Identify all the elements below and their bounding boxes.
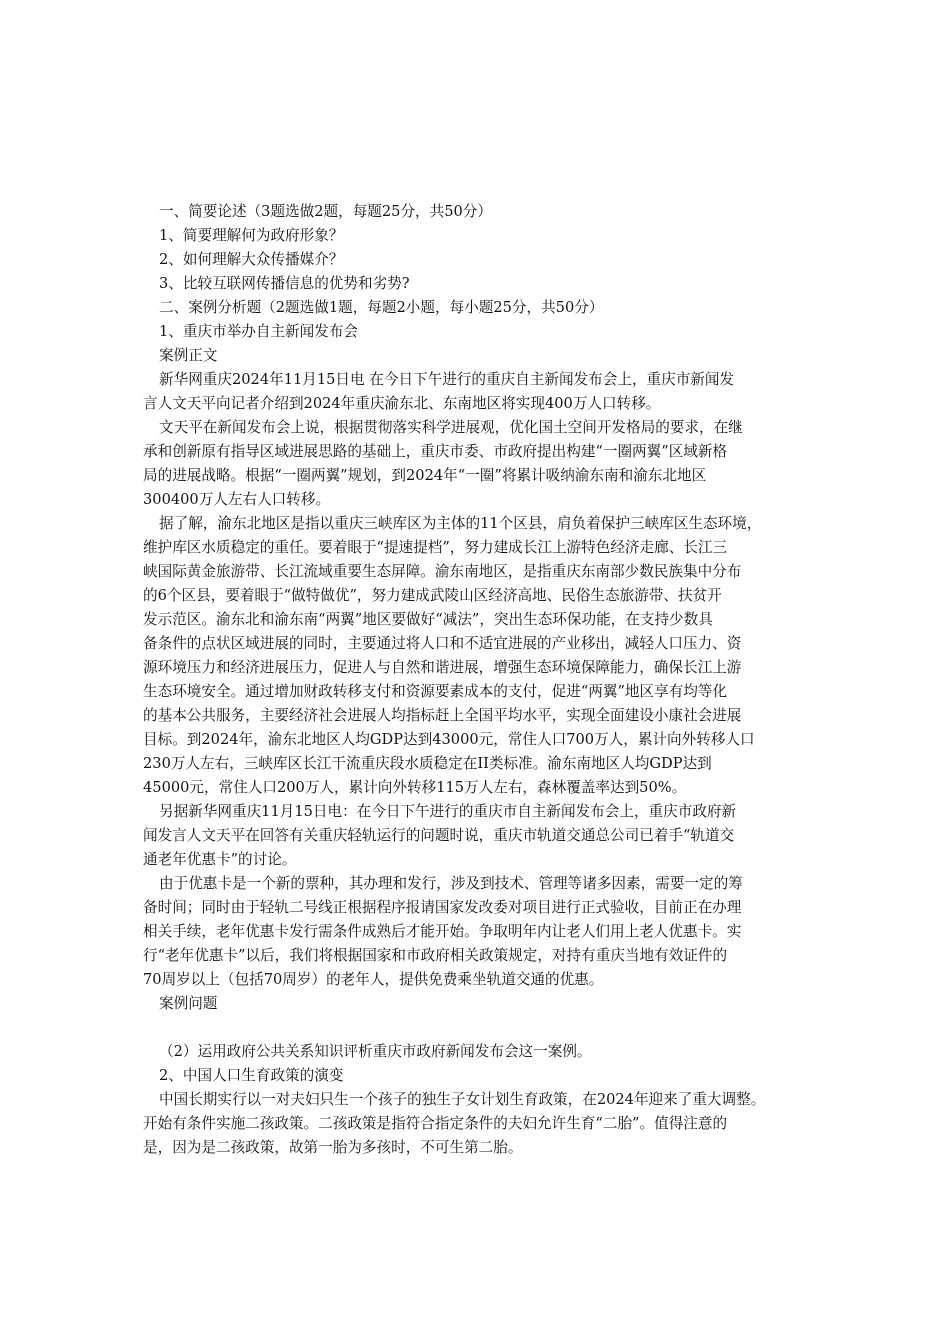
question-3: 3、比较互联网传播信息的优势和劣势? xyxy=(159,275,410,292)
document-page xyxy=(143,200,825,1160)
paragraph-1 xyxy=(143,368,825,416)
text-line: 中国长期实行以一对夫妇只生一个孩子的独生子女计划生育政策，在2024年迎来了重大调整。 xyxy=(159,1091,766,1108)
text-line: 300400万人左右人口转移。 xyxy=(143,491,331,508)
text-line: 局的进展战略。根据“一圈两翼”规划，到2024年“一圈”将累计吸纳渝东南和渝东北地区 xyxy=(143,467,707,484)
text-line: 言人文天平向记者介绍到2024年重庆渝东北、东南地区将实现400万人口转移。 xyxy=(143,395,661,412)
text-line: 另据新华网重庆11月15日电：在今日下午进行的重庆市自主新闻发布会上，重庆市政府新 xyxy=(159,803,737,820)
section-heading-2: 二、案例分析题（2题选做1题，每题2小题，每小题25分，共50分） xyxy=(159,299,604,316)
text-line: 文天平在新闻发布会上说，根据贯彻落实科学进展观，优化国土空间开发格局的要求，在继 xyxy=(159,419,743,436)
text-line: 源环境压力和经济进展压力，促进人与自然和谐进展，增强生态环境保障能力，确保长江上游 xyxy=(143,659,742,676)
case-question-2: （2）运用政府公共关系知识评析重庆市政府新闻发布会这一案例。 xyxy=(159,1043,592,1060)
text-line: 70周岁以上（包括70周岁）的老年人，提供免费乘坐轨道交通的优惠。 xyxy=(143,971,604,988)
case-questions-label: 案例问题 xyxy=(159,995,218,1012)
text-line: 行“老年优惠卡”以后，我们将根据国家和市政府相关政策规定，对持有重庆当地有效证件的 xyxy=(143,947,728,964)
text-line: 相关手续，老年优惠卡发行需条件成熟后才能开始。争取明年内让老人们用上老人优惠卡。实 xyxy=(143,923,742,940)
text-line: 开始有条件实施二孩政策。二孩政策是指符合指定条件的夫妇允许生育“二胎”。值得注意的 xyxy=(143,1115,728,1132)
text-line: 承和创新原有指导区域进展思路的基础上，重庆市委、市政府提出构建“一圈两翼”区域新格 xyxy=(143,443,728,460)
text-line: 由于优惠卡是一个新的票种，其办理和发行，涉及到技术、管理等诸多因素，需要一定的筹 xyxy=(159,875,743,892)
text-line: 闻发言人文天平在回答有关重庆轻轨运行的问题时说，重庆市轨道交通总公司已着手“轨道交 xyxy=(143,827,735,844)
text-line: 的基本公共服务，主要经济社会进展人均指标赶上全国平均水平，实现全面建设小康社会进展 xyxy=(143,707,742,724)
text-line: 备时间；同时由于轻轨二号线正根据程序报请国家发改委对项目进行正式验收，目前正在办理 xyxy=(143,899,742,916)
case-body-label: 案例正文 xyxy=(159,347,218,364)
text-line: 230万人左右，三峡库区长江干流重庆段水质稳定在II类标准。渝东南地区人均GDP达到 xyxy=(143,755,712,772)
spacer xyxy=(143,1016,825,1040)
paragraph-6 xyxy=(143,1088,825,1160)
paragraph-5 xyxy=(143,872,825,992)
paragraph-2 xyxy=(143,416,825,512)
case-1-title: 1、重庆市举办自主新闻发布会 xyxy=(159,323,359,340)
paragraph-4 xyxy=(143,800,825,872)
text-line: 新华网重庆2024年11月15日电 在今日下午进行的重庆自主新闻发布会上，重庆市新闻发 xyxy=(159,371,735,388)
text-line: 的6个区县，要着眼于“做特做优”，努力建成武陵山区经济高地、民俗生态旅游带、扶贫开 xyxy=(143,587,722,604)
text-line: 45000元，常住人口200万人，累计向外转移115万人左右，森林覆盖率达到50%。 xyxy=(143,779,687,796)
question-2: 2、如何理解大众传播媒介？ xyxy=(159,251,344,268)
text-line: 目标。到2024年，渝东北地区人均GDP达到43000元，常住人口700万人，累计向外转移人口 xyxy=(143,731,755,748)
text-line: 据了解，渝东北地区是指以重庆三峡库区为主体的11个区县，肩负着保护三峡库区生态环境， xyxy=(159,515,762,532)
case-2-title: 2、中国人口生育政策的演变 xyxy=(159,1067,344,1084)
paragraph-3 xyxy=(143,512,825,800)
text-line: 峡国际黄金旅游带、长江流域重要生态屏障。渝东南地区，是指重庆东南部少数民族集中分布 xyxy=(143,563,742,580)
text-line: 备条件的点状区域进展的同时，主要通过将人口和不适宜进展的产业移出，减轻人口压力、资 xyxy=(143,635,742,652)
text-line: 是，因为是二孩政策，故第一胎为多孩时，不可生第二胎。 xyxy=(143,1139,523,1156)
text-line: 维护库区水质稳定的重任。要着眼于“提速提档”，努力建成长江上游特色经济走廊、长江三 xyxy=(143,539,728,556)
question-1: 1、简要理解何为政府形象？ xyxy=(159,227,344,244)
section-heading-1: 一、简要论述（3题选做2题，每题25分，共50分） xyxy=(159,203,492,220)
text-line: 发示范区。渝东北和渝东南“两翼”地区要做好“减法”，突出生态环保功能，在支持少数具 xyxy=(143,611,713,628)
text-line: 通老年优惠卡”的讨论。 xyxy=(143,851,297,868)
text-line: 生态环境安全。通过增加财政转移支付和资源要素成本的支付，促进“两翼”地区享有均等化 xyxy=(143,683,728,700)
